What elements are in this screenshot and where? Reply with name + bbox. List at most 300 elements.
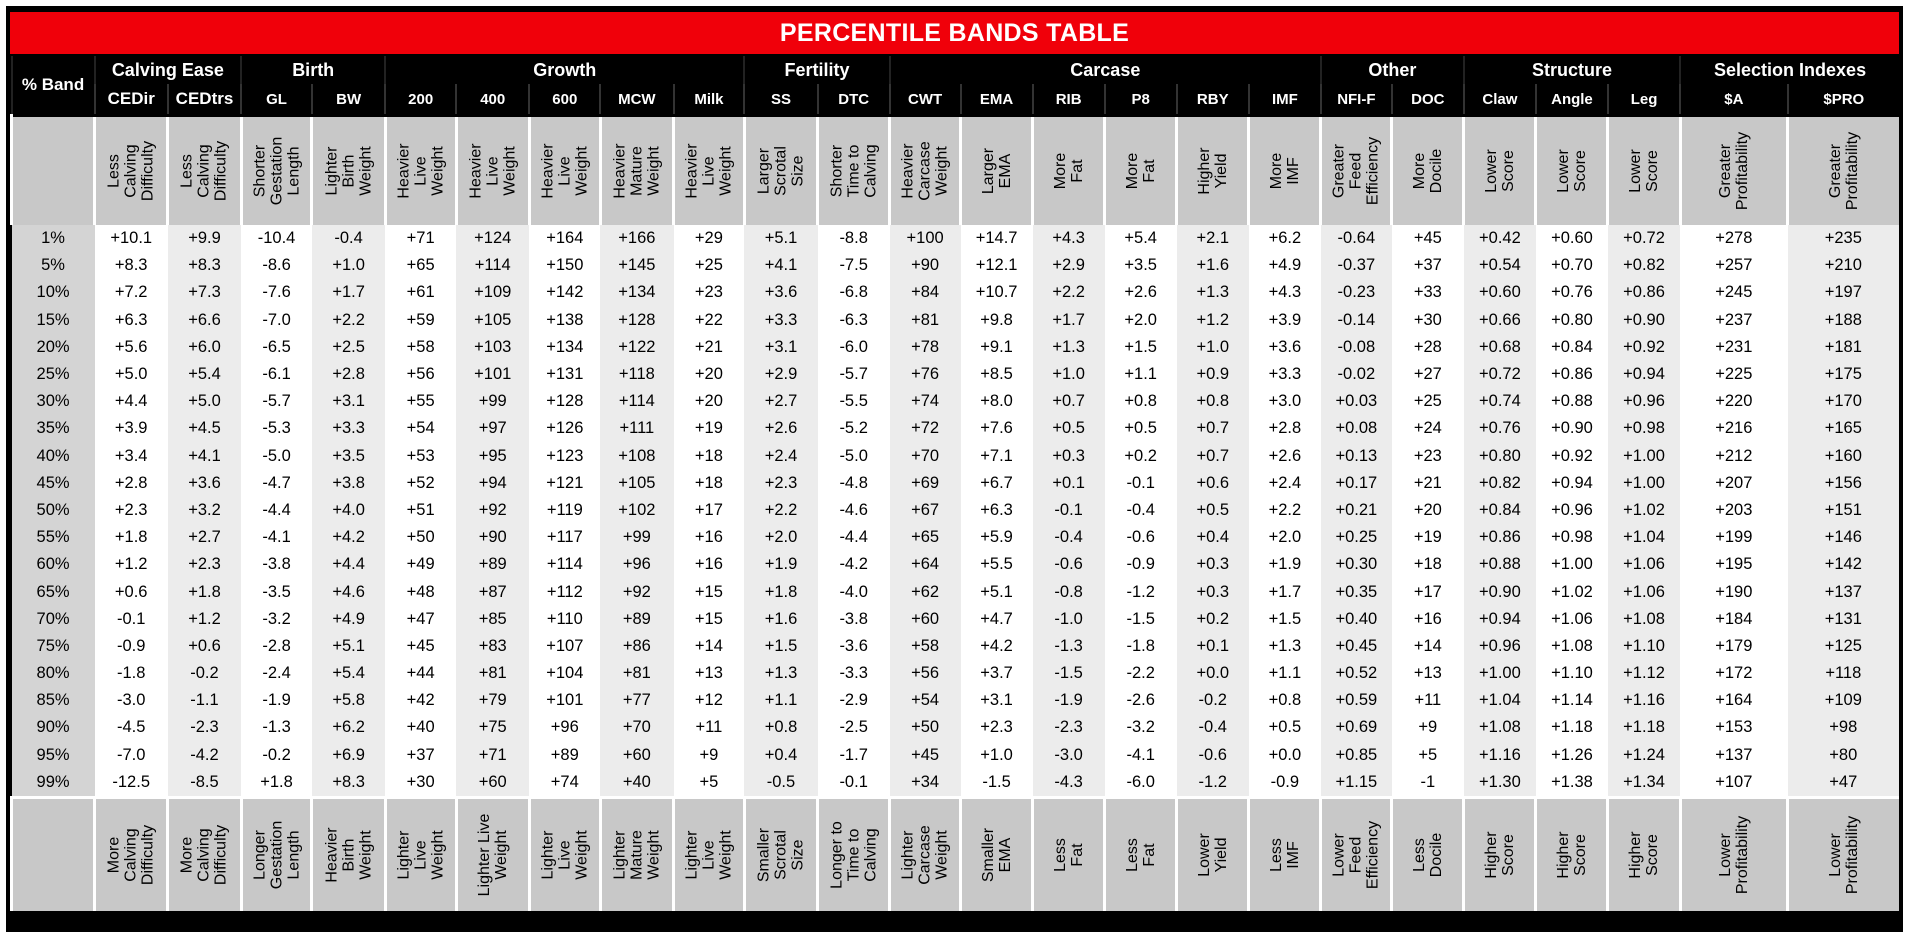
value-cell: +5.0 [168, 388, 241, 415]
value-cell: +1.06 [1608, 551, 1680, 578]
value-cell: +69 [890, 470, 961, 497]
table-row [12, 361, 1900, 388]
value-cell: +109 [456, 279, 529, 306]
value-cell: +121 [529, 470, 600, 497]
value-cell: +3.4 [95, 443, 168, 470]
value-cell: +203 [1680, 497, 1787, 524]
value-cell: +5.4 [168, 361, 241, 388]
value-cell: +0.80 [1464, 443, 1536, 470]
value-cell: +86 [600, 633, 673, 660]
description-cell [1033, 797, 1105, 911]
description-text: Shorter Time to Calving [828, 144, 880, 198]
value-cell: +225 [1680, 361, 1787, 388]
value-cell: +137 [1680, 742, 1787, 769]
value-cell: +1.3 [1249, 633, 1321, 660]
value-cell: +0.3 [1033, 443, 1105, 470]
value-cell: +0.6 [168, 633, 241, 660]
value-cell: +45 [1392, 225, 1464, 252]
description-cell [95, 116, 168, 226]
description-text: Larger Scrotal Size [755, 146, 807, 196]
value-cell: +0.94 [1536, 470, 1608, 497]
value-cell: +146 [1788, 524, 1899, 551]
value-cell: +10.1 [95, 225, 168, 252]
description-text: Lighter Live Weight [395, 830, 447, 880]
value-cell: +74 [890, 388, 961, 415]
table-row [12, 279, 1900, 306]
description-text: Lower Yield [1195, 833, 1230, 877]
value-cell: +220 [1680, 388, 1787, 415]
group-header: Calving Ease [95, 56, 242, 84]
value-cell: +21 [674, 334, 745, 361]
column-header: DOC [1392, 84, 1464, 116]
value-cell: +0.68 [1464, 334, 1536, 361]
value-cell: +0.92 [1536, 443, 1608, 470]
value-cell: -3.6 [818, 633, 890, 660]
column-header: 200 [385, 84, 456, 116]
value-cell: +24 [1392, 415, 1464, 442]
description-cell [168, 797, 241, 911]
value-cell: +72 [890, 415, 961, 442]
value-cell: +1.08 [1536, 633, 1608, 660]
value-cell: +53 [385, 443, 456, 470]
value-cell: -5.0 [818, 443, 890, 470]
value-cell: +126 [529, 415, 600, 442]
column-header: $A [1680, 84, 1787, 116]
value-cell: +45 [385, 633, 456, 660]
value-cell: +101 [529, 687, 600, 714]
value-cell: +71 [385, 225, 456, 252]
value-cell: +17 [1392, 578, 1464, 605]
value-cell: -0.14 [1321, 307, 1392, 334]
band-cell: 65% [12, 578, 95, 605]
value-cell: -6.0 [1105, 769, 1177, 798]
value-cell: +0.82 [1464, 470, 1536, 497]
value-cell: +64 [890, 551, 961, 578]
description-text: Less IMF [1267, 838, 1302, 872]
value-cell: +0.76 [1464, 415, 1536, 442]
group-header-row [12, 56, 1900, 84]
band-cell: 75% [12, 633, 95, 660]
value-cell: +1.3 [1033, 334, 1105, 361]
value-cell: -0.2 [1177, 687, 1249, 714]
value-cell: +5.8 [312, 687, 385, 714]
value-cell: -3.5 [241, 578, 312, 605]
value-cell: -2.6 [1105, 687, 1177, 714]
value-cell: -6.0 [818, 334, 890, 361]
value-cell: +0.59 [1321, 687, 1392, 714]
value-cell: -7.5 [818, 252, 890, 279]
value-cell: +199 [1680, 524, 1787, 551]
value-cell: +0.3 [1177, 551, 1249, 578]
value-cell: +2.2 [312, 307, 385, 334]
value-cell: +47 [1788, 769, 1899, 798]
band-cell: 60% [12, 551, 95, 578]
value-cell: +1.5 [1105, 334, 1177, 361]
value-cell: +1.06 [1608, 578, 1680, 605]
value-cell: -2.5 [818, 714, 890, 741]
value-cell: -2.8 [241, 633, 312, 660]
value-cell: -1.5 [1105, 606, 1177, 633]
value-cell: +3.7 [961, 660, 1033, 687]
value-cell: +2.2 [1033, 279, 1105, 306]
value-cell: +21 [1392, 470, 1464, 497]
description-text: Heavier Birth Weight [323, 827, 375, 883]
value-cell: +7.2 [95, 279, 168, 306]
value-cell: +123 [529, 443, 600, 470]
value-cell: +114 [456, 252, 529, 279]
value-cell: +11 [1392, 687, 1464, 714]
value-cell: -0.5 [744, 769, 817, 798]
value-cell: +83 [456, 633, 529, 660]
table-row [12, 769, 1900, 798]
value-cell: +6.7 [961, 470, 1033, 497]
value-cell: +0.8 [1177, 388, 1249, 415]
value-cell: +23 [1392, 443, 1464, 470]
band-blank-cell [12, 797, 95, 911]
value-cell: -0.4 [312, 225, 385, 252]
page-title: PERCENTILE BANDS TABLE [10, 12, 1899, 54]
band-cell: 70% [12, 606, 95, 633]
value-cell: +0.86 [1536, 361, 1608, 388]
description-text: Greater Profitability [1716, 131, 1751, 211]
value-cell: +74 [529, 769, 600, 798]
value-cell: +1.0 [961, 742, 1033, 769]
value-cell: -0.1 [95, 606, 168, 633]
value-cell: +107 [1680, 769, 1787, 798]
description-text: Less Calving Difficulty [178, 140, 230, 202]
value-cell: +108 [600, 443, 673, 470]
description-cell [1608, 116, 1680, 226]
value-cell: +5.1 [312, 633, 385, 660]
value-cell: +3.8 [312, 470, 385, 497]
band-cell: 85% [12, 687, 95, 714]
description-text: Lower Profitability [1716, 815, 1751, 895]
value-cell: +3.2 [168, 497, 241, 524]
value-cell: -5.7 [241, 388, 312, 415]
percentile-bands-table [10, 56, 1899, 911]
description-cell [241, 797, 312, 911]
table-row [12, 497, 1900, 524]
value-cell: -2.9 [818, 687, 890, 714]
value-cell: +1.00 [1536, 551, 1608, 578]
value-cell: -6.1 [241, 361, 312, 388]
value-cell: +89 [456, 551, 529, 578]
value-cell: +114 [600, 388, 673, 415]
value-cell: +0.86 [1608, 279, 1680, 306]
value-cell: +175 [1788, 361, 1899, 388]
value-cell: +1.5 [1249, 606, 1321, 633]
value-cell: +1.9 [1249, 551, 1321, 578]
value-cell: -0.37 [1321, 252, 1392, 279]
value-cell: +70 [600, 714, 673, 741]
value-cell: +118 [1788, 660, 1899, 687]
value-cell: +1.08 [1608, 606, 1680, 633]
value-cell: +1.10 [1536, 660, 1608, 687]
band-cell: 50% [12, 497, 95, 524]
description-cell [1392, 797, 1464, 911]
value-cell: +0.72 [1608, 225, 1680, 252]
value-cell: +33 [1392, 279, 1464, 306]
value-cell: +0.4 [1177, 524, 1249, 551]
value-cell: -1.1 [168, 687, 241, 714]
value-cell: +0.90 [1464, 578, 1536, 605]
value-cell: +0.82 [1608, 252, 1680, 279]
value-cell: +52 [385, 470, 456, 497]
value-cell: +3.6 [744, 279, 817, 306]
group-header: Selection Indexes [1680, 56, 1899, 84]
description-text: Lighter Live Weight [539, 830, 591, 880]
value-cell: +8.0 [961, 388, 1033, 415]
value-cell: +50 [385, 524, 456, 551]
description-cell [961, 797, 1033, 911]
value-cell: -0.4 [1177, 714, 1249, 741]
value-cell: +97 [456, 415, 529, 442]
value-cell: -4.6 [818, 497, 890, 524]
value-cell: +9.8 [961, 307, 1033, 334]
description-text: Greater Feed Efficiency [1330, 136, 1382, 206]
description-text: Less Fat [1123, 838, 1158, 872]
description-cell [385, 116, 456, 226]
value-cell: +216 [1680, 415, 1787, 442]
value-cell: +1.2 [95, 551, 168, 578]
value-cell: +0.35 [1321, 578, 1392, 605]
value-cell: +92 [456, 497, 529, 524]
band-cell: 80% [12, 660, 95, 687]
description-cell [818, 797, 890, 911]
description-text: Lower Score [1627, 149, 1662, 193]
table-row [12, 714, 1900, 741]
description-cell [1249, 797, 1321, 911]
value-cell: +8.3 [168, 252, 241, 279]
value-cell: +16 [1392, 606, 1464, 633]
value-cell: +0.08 [1321, 415, 1392, 442]
value-cell: -1 [1392, 769, 1464, 798]
value-cell: +4.9 [312, 606, 385, 633]
value-cell: -0.23 [1321, 279, 1392, 306]
value-cell: -4.4 [241, 497, 312, 524]
description-text: Smaller EMA [979, 827, 1014, 883]
value-cell: -12.5 [95, 769, 168, 798]
value-cell: -6.3 [818, 307, 890, 334]
value-cell: +237 [1680, 307, 1787, 334]
value-cell: +47 [385, 606, 456, 633]
value-cell: -4.7 [241, 470, 312, 497]
value-cell: +1.08 [1464, 714, 1536, 741]
band-cell: 30% [12, 388, 95, 415]
value-cell: +0.69 [1321, 714, 1392, 741]
value-cell: -2.2 [1105, 660, 1177, 687]
value-cell: +0.86 [1464, 524, 1536, 551]
description-text: Lighter Carcase Weight [899, 825, 951, 885]
value-cell: +28 [1392, 334, 1464, 361]
value-cell: +15 [674, 578, 745, 605]
description-text: Lower Score [1482, 149, 1517, 193]
value-cell: +20 [674, 388, 745, 415]
value-cell: +1.10 [1608, 633, 1680, 660]
value-cell: +105 [600, 470, 673, 497]
value-cell: +3.3 [1249, 361, 1321, 388]
value-cell: +51 [385, 497, 456, 524]
value-cell: -4.3 [1033, 769, 1105, 798]
value-cell: +5.6 [95, 334, 168, 361]
value-cell: +4.4 [95, 388, 168, 415]
description-cell [1105, 116, 1177, 226]
description-text: Heavier Live Weight [395, 143, 447, 199]
table-row [12, 252, 1900, 279]
value-cell: +100 [890, 225, 961, 252]
description-text: Longer Gestation Length [251, 820, 303, 890]
value-cell: +90 [456, 524, 529, 551]
value-cell: +0.80 [1536, 307, 1608, 334]
value-cell: +5.9 [961, 524, 1033, 551]
description-cell [456, 116, 529, 226]
description-cell [529, 797, 600, 911]
description-cell [1321, 116, 1392, 226]
value-cell: +9.9 [168, 225, 241, 252]
column-header: DTC [818, 84, 890, 116]
value-cell: +16 [674, 551, 745, 578]
value-cell: +0.1 [1177, 633, 1249, 660]
value-cell: +1.26 [1536, 742, 1608, 769]
column-header: CWT [890, 84, 961, 116]
value-cell: +13 [674, 660, 745, 687]
value-cell: +0.45 [1321, 633, 1392, 660]
value-cell: +4.3 [1249, 279, 1321, 306]
value-cell: +134 [600, 279, 673, 306]
value-cell: +0.98 [1536, 524, 1608, 551]
value-cell: +22 [674, 307, 745, 334]
value-cell: +142 [529, 279, 600, 306]
band-cell: 95% [12, 742, 95, 769]
value-cell: +96 [529, 714, 600, 741]
value-cell: +18 [1392, 551, 1464, 578]
value-cell: +0.70 [1536, 252, 1608, 279]
value-cell: +1.2 [1177, 307, 1249, 334]
description-text: Lower Profitability [1827, 815, 1862, 895]
value-cell: +6.9 [312, 742, 385, 769]
value-cell: +114 [529, 551, 600, 578]
value-cell: +128 [600, 307, 673, 334]
value-cell: +153 [1680, 714, 1787, 741]
value-cell: -1.8 [95, 660, 168, 687]
value-cell: +0.5 [1105, 415, 1177, 442]
value-cell: +6.3 [95, 307, 168, 334]
value-cell: -2.4 [241, 660, 312, 687]
value-cell: +2.3 [95, 497, 168, 524]
value-cell: +1.16 [1608, 687, 1680, 714]
value-cell: -1.9 [1033, 687, 1105, 714]
value-cell: +0.90 [1536, 415, 1608, 442]
value-cell: -0.2 [241, 742, 312, 769]
value-cell: +1.8 [744, 578, 817, 605]
value-cell: -5.0 [241, 443, 312, 470]
value-cell: +245 [1680, 279, 1787, 306]
value-cell: +0.30 [1321, 551, 1392, 578]
value-cell: +7.6 [961, 415, 1033, 442]
description-cell [744, 797, 817, 911]
value-cell: -7.6 [241, 279, 312, 306]
value-cell: +5.4 [312, 660, 385, 687]
value-cell: +3.6 [1249, 334, 1321, 361]
value-cell: +2.0 [744, 524, 817, 551]
value-cell: +1.24 [1608, 742, 1680, 769]
value-cell: +0.7 [1177, 443, 1249, 470]
value-cell: +1.7 [312, 279, 385, 306]
column-header: GL [241, 84, 312, 116]
description-cell [1464, 116, 1536, 226]
value-cell: -3.0 [1033, 742, 1105, 769]
value-cell: +2.0 [1249, 524, 1321, 551]
description-cell [1680, 797, 1787, 911]
value-cell: +0.60 [1536, 225, 1608, 252]
value-cell: -1.8 [1105, 633, 1177, 660]
value-cell: -1.5 [1033, 660, 1105, 687]
value-cell: +2.3 [961, 714, 1033, 741]
value-cell: +278 [1680, 225, 1787, 252]
value-cell: +9 [1392, 714, 1464, 741]
value-cell: +105 [456, 307, 529, 334]
value-cell: +2.0 [1105, 307, 1177, 334]
value-cell: +0.03 [1321, 388, 1392, 415]
description-text: Higher Score [1554, 831, 1589, 879]
value-cell: -0.4 [1105, 497, 1177, 524]
value-cell: +195 [1680, 551, 1787, 578]
value-cell: +95 [456, 443, 529, 470]
value-cell: +48 [385, 578, 456, 605]
column-header: Claw [1464, 84, 1536, 116]
value-cell: +9 [674, 742, 745, 769]
description-cell [529, 116, 600, 226]
value-cell: +1.8 [241, 769, 312, 798]
value-cell: +1.15 [1321, 769, 1392, 798]
value-cell: +5.0 [95, 361, 168, 388]
description-cell [1177, 797, 1249, 911]
value-cell: +0.5 [1177, 497, 1249, 524]
value-cell: +16 [674, 524, 745, 551]
value-cell: +54 [890, 687, 961, 714]
value-cell: +19 [1392, 524, 1464, 551]
value-cell: +76 [890, 361, 961, 388]
value-cell: -0.1 [1105, 470, 1177, 497]
value-cell: +0.2 [1177, 606, 1249, 633]
description-text: Heavier Live Weight [539, 143, 591, 199]
description-text: Heavier Carcase Weight [899, 141, 951, 201]
value-cell: +257 [1680, 252, 1787, 279]
value-cell: +0.72 [1464, 361, 1536, 388]
description-text: Heavier Live Weight [467, 143, 519, 199]
value-cell: +0.3 [1177, 578, 1249, 605]
value-cell: +1.5 [744, 633, 817, 660]
value-cell: +0.85 [1321, 742, 1392, 769]
value-cell: +3.5 [312, 443, 385, 470]
value-cell: -6.5 [241, 334, 312, 361]
value-cell: +14 [674, 633, 745, 660]
table-row [12, 742, 1900, 769]
value-cell: +231 [1680, 334, 1787, 361]
value-cell: +2.3 [168, 551, 241, 578]
value-cell: -7.0 [241, 307, 312, 334]
column-header: IMF [1249, 84, 1321, 116]
value-cell: +3.0 [1249, 388, 1321, 415]
value-cell: -2.3 [168, 714, 241, 741]
value-cell: +59 [385, 307, 456, 334]
value-cell: +3.9 [1249, 307, 1321, 334]
group-header: Fertility [744, 56, 889, 84]
value-cell: +4.2 [961, 633, 1033, 660]
value-cell: -3.3 [818, 660, 890, 687]
value-cell: +102 [600, 497, 673, 524]
table-row [12, 606, 1900, 633]
